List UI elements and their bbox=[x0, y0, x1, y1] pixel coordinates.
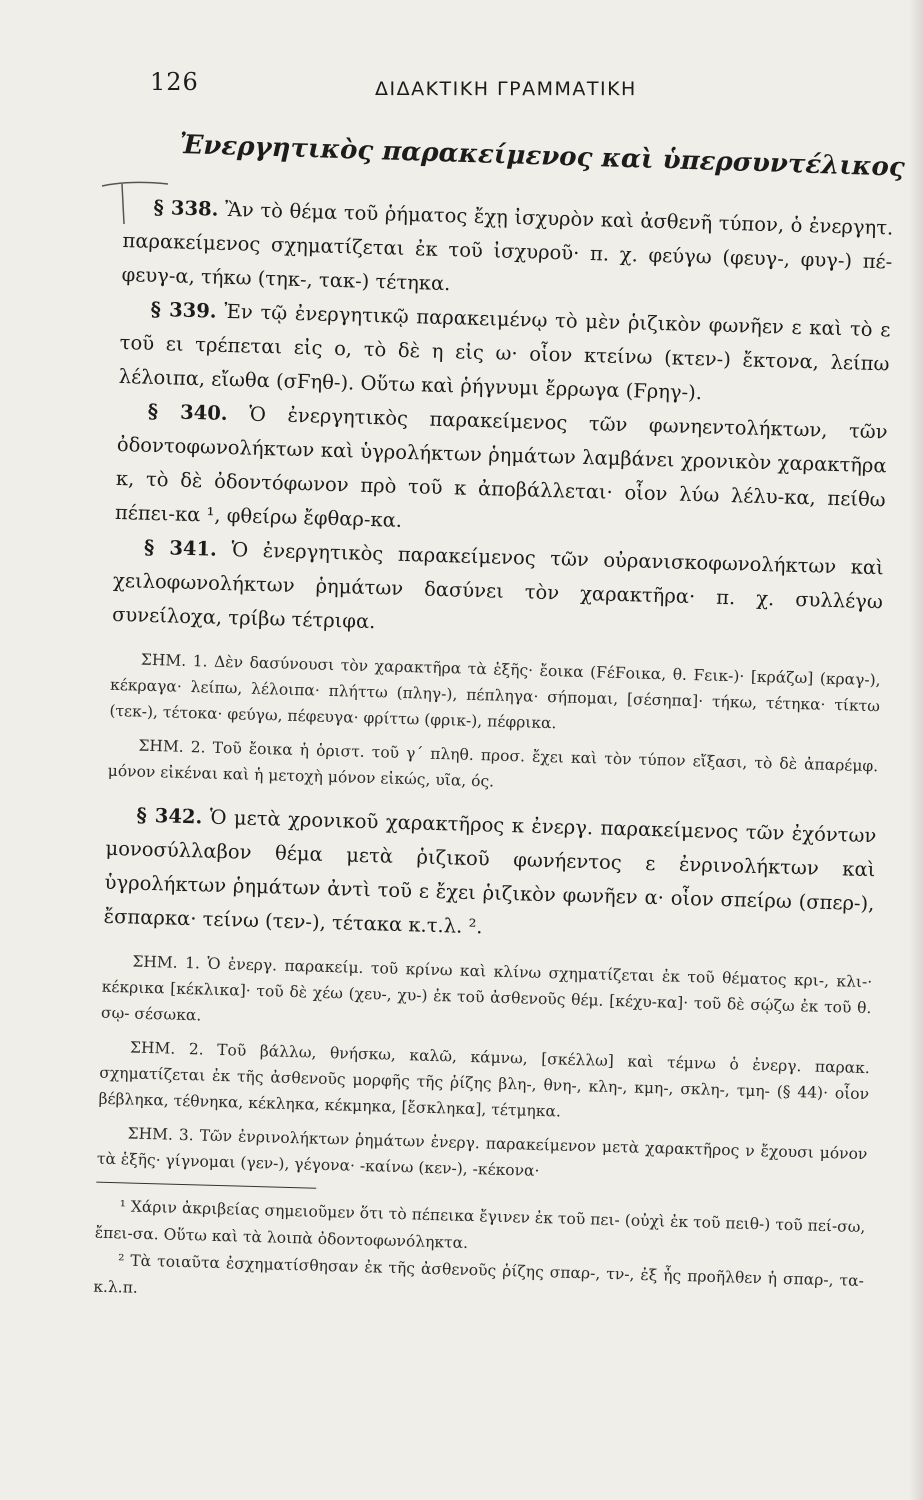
page-body bbox=[93, 190, 894, 1322]
footnote-2: ² Τὰ τοιαῦτα ἐσχηματίσθησαν ἐκ τῆς ἀσθενοῦς ῥίζης σπαρ-, τν-, ἐξ ἧς προῆλθεν ἡ σπαρ-, τα- κ.λ.π. bbox=[93, 1251, 865, 1297]
paragraph-text: Ὁ ἐνεργητικὸς παρακείμενος τῶν φωνηεντολήκτων, τῶν ὀδοντοφωνολήκτων καὶ ὑγρολήκτων ῥημάτων λαμβάνει χρονικὸν χαρακτῆρα κ, τὸ δὲ ὀδοντόφωνον πρὸ τοῦ κ ἀποβάλλεται· οἷον λύω λέλυ-κα, πείθω πέπει-κα ¹, φθείρω ἔφθαρ-κα. bbox=[114, 401, 888, 532]
paragraph-text: Ὁ μετὰ χρονικοῦ χαρακτῆρος κ ἐνεργ. παρακείμενος τῶν ἐχόντων μονοσύλλαβον θέμα μετὰ ῥιζικοῦ φωνήεντος ε ἐνρινολήκτων καὶ ὑγρολήκτων ῥημάτων ἀντὶ τοῦ ε ἔχει ῥιζικὸν φωνῆεν α· οἷον σπείρω (σπερ-), ἔσπαρκα· τείνω (τεν-), τέτακα κ.τ.λ. ². bbox=[103, 805, 877, 939]
paragraph-341 bbox=[112, 530, 885, 653]
scan-edge-shadow bbox=[909, 0, 923, 1500]
section-number: § 340. bbox=[147, 399, 228, 425]
section-number: § 339. bbox=[150, 297, 217, 323]
note-342-3: ΣΗΜ. 3. Τῶν ἐνρινολήκτων ῥημάτων ἐνεργ. παρακείμενον μετὰ χαρακτῆρος ν ἔχουσι μόνον τὰ ἑξῆς· γίγνομαι (γεν-), γέγονα· -καίνω (κεν-), -κέκονα· bbox=[96, 1124, 868, 1180]
section-number: § 341. bbox=[143, 535, 218, 561]
note-342-2: ΣΗΜ. 2. Τοῦ βάλλω, θνήσκω, καλῶ, κάμνω, [σκέλλω] καὶ τέμνω ὁ ἐνεργ. παρακ. σχηματίζεται ἐκ τῆς ἀσθενοῦς μορφῆς τῆς ῥίζης βλη-, θνη-, κλη-, κμη-, σκλη-, τμη- (§ 44)· οἷον βέβληκα, τέθνηκα, κέκληκα, κέκμηκα, [ἔσκληκα], τέτμηκα. bbox=[98, 1038, 871, 1121]
section-number: § 338. bbox=[153, 195, 219, 221]
page-number: 126 bbox=[150, 68, 199, 96]
paragraph-text: Ἐν τῷ ἐνεργητικῷ παρακειμένῳ τὸ μὲν ῥιζικὸν φωνῆεν ε καὶ τὸ ε τοῦ ει τρέπεται εἰς ο, τὸ δὲ η εἰς ω· οἷον κτείνω (κτεν-) ἔκτονα, λείπω λέλοιπα, εἴωθα (σϜηθ-). Οὕτω καὶ ῥήγνυμι ἔρρωγα (Ϝρηγ-). bbox=[118, 299, 891, 405]
footnote-1: ¹ Χάριν ἀκριβείας σημειοῦμεν ὅτι τὸ πέπεικα ἔγινεν ἐκ τοῦ πει- (οὐχὶ ἐκ τοῦ πειθ-) τοῦ πεί-σω, ἔπει-σα. Οὕτω καὶ τὰ λοιπὰ ὀδοντοφωνόληκτα. bbox=[94, 1197, 866, 1253]
note-341-2: ΣΗΜ. 2. Τοῦ ἔοικα ἡ ὁριστ. τοῦ γ΄ πληθ. προσ. ἔχει καὶ τὸν τύπον εἴξασι, τὸ δὲ ἀπαρέμφ. μόνον εἰκέναι καὶ ἡ μετοχὴ μόνον εἰκώς, υῖα, ός. bbox=[107, 736, 879, 791]
section-title: Ἐνεργητικὸς παρακείμενος καὶ ὑπερσυντέλικος bbox=[179, 130, 906, 183]
note-342-1: ΣΗΜ. 1. Ὁ ἐνεργ. παρακείμ. τοῦ κρίνω καὶ κλίνω σχηματίζεται ἐκ τοῦ θέματος κρι-, κλι-· κέκρικα [κέκλικα]· τοῦ δὲ χέω (χευ-, χυ-) ἐκ τοῦ ἀσθενοῦς θέμ. [κέχυ-κα]· τοῦ δὲ σῴζω ἐκ τοῦ θ. σῳ- σέσωκα. bbox=[100, 952, 873, 1025]
paragraph-text: Ὁ ἐνεργητικὸς παρακείμενος τῶν οὐρανισκοφωνολήκτων καὶ χειλοφωνολήκτων ῥημάτων δασύνει τὸν χαρακτῆρα· π. χ. συλλέγω συνείλοχα, τρίβω τέτριφα. bbox=[111, 537, 885, 634]
section-number: § 342. bbox=[136, 803, 203, 829]
paragraph-text: Ἂν τὸ θέμα τοῦ ῥήματος ἔχῃ ἰσχυρὸν καὶ ἀσθενῆ τύπον, ὁ ἐνεργητ. παρακείμενος σχηματίζεται ἐκ τοῦ ἰσχυροῦ· π. χ. φεύγω (φευγ-, φυγ-) πέ-φευγ-α, τήκω (τηκ-, τακ-) τέτηκα. bbox=[121, 197, 894, 296]
running-head: ΔΙΔΑΚΤΙΚΗ ΓΡΑΜΜΑΤΙΚΗ bbox=[375, 78, 637, 100]
paragraph-340 bbox=[115, 394, 888, 551]
paragraph-342 bbox=[103, 798, 876, 955]
footnote-divider bbox=[96, 1182, 316, 1189]
note-341-1: ΣΗΜ. 1. Δὲν δασύνουσι τὸν χαρακτῆρα τὰ ἑξῆς· ἔοικα (ϜέϜοικα, θ. Ϝεικ-)· [κράζω] (κραγ-), κέκραγα· λείπω, λέλοιπα· πλήττω (πληγ-), πέπληγα· σήπομαι, [σέσηπα]· τήκω, τέτηκα· τίκτω (τεκ-), τέτοκα· φεύγω, πέφευγα· φρίττω (φρικ-), πέφρικα. bbox=[109, 650, 881, 733]
